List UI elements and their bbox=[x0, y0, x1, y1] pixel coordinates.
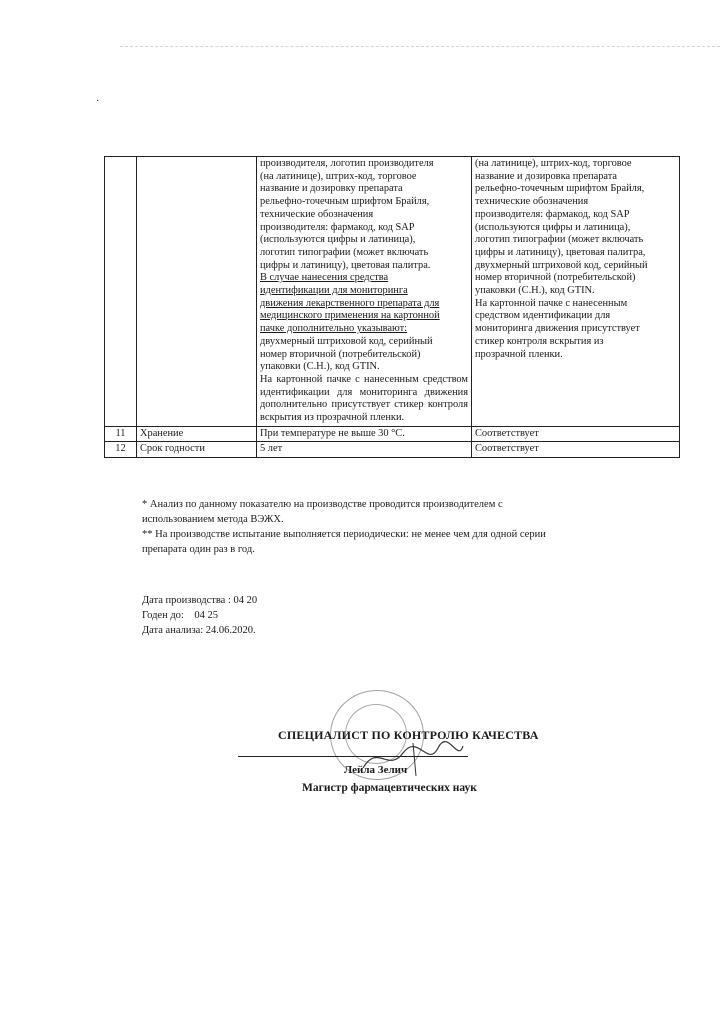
result-line: двухмерный штриховой код, серийный bbox=[475, 259, 648, 271]
analysis-date: Дата анализа: 24.06.2020. bbox=[142, 625, 256, 636]
signature-line bbox=[238, 756, 468, 757]
requirement-underlined-line: движения лекарственного препарата для bbox=[260, 297, 440, 309]
signer-degree: Магистр фармацевтических наук bbox=[302, 782, 477, 794]
dates-block bbox=[142, 593, 257, 638]
requirement-underlined-line: медицинского применения на картонной bbox=[260, 310, 440, 322]
parameter-name: Срок годности bbox=[137, 442, 257, 458]
requirement-line: производителя: фармакод, код SAP bbox=[260, 221, 415, 233]
expiry-date: Годен до: 04 25 bbox=[142, 610, 218, 621]
result-line: мониторинга движения присутствует bbox=[475, 323, 640, 335]
result-line: логотип типографии (может включать bbox=[475, 234, 644, 246]
requirement-underlined-line: В случае нанесения средства bbox=[260, 272, 389, 284]
result-line: (на латинице), штрих-код, торговое bbox=[475, 158, 632, 169]
row-number bbox=[105, 157, 137, 427]
table-row-continuation bbox=[105, 157, 680, 427]
requirement-line: цифры и латиницу), цветовая палитра. bbox=[260, 259, 431, 271]
requirement-line: номер вторичной (потребительской) bbox=[260, 348, 421, 360]
footnote-1-line-2: использованием метода ВЭЖХ. bbox=[142, 514, 284, 525]
requirement-line: логотип типографии (может включать bbox=[260, 246, 429, 258]
result-line: рельефно-точечным шрифтом Брайля, bbox=[475, 183, 645, 195]
result-cell bbox=[472, 157, 680, 427]
signer-name: Лейла Зелич bbox=[344, 764, 408, 776]
result-line: номер вторичной (потребительской) bbox=[475, 272, 636, 284]
result-cell: Соответствует bbox=[472, 426, 680, 442]
footnote-2-line-1: ** На производстве испытание выполняется периодически: не менее чем для одной серии bbox=[142, 529, 546, 540]
requirement-line: название и дозировку препарата bbox=[260, 183, 403, 195]
requirement-line: рельефно-точечным шрифтом Брайля, bbox=[260, 196, 430, 208]
requirement-underlined-line: идентификации для мониторинга bbox=[260, 285, 408, 297]
result-cell: Соответствует bbox=[472, 442, 680, 458]
requirement-cell: 5 лет bbox=[257, 442, 472, 458]
result-line: (используются цифры и латиница), bbox=[475, 221, 631, 233]
requirement-cell: При температуре не выше 30 °С. bbox=[257, 426, 472, 442]
specification-table bbox=[104, 156, 680, 458]
scan-top-edge bbox=[120, 46, 720, 47]
footnote-1-line-1: * Анализ по данному показателю на производстве проводится производителем с bbox=[142, 499, 503, 510]
result-line: название и дозировка препарата bbox=[475, 170, 618, 182]
requirement-sticker-text: На картонной пачке с нанесенным средством идентификации для мониторинга движения дополнительно присутствует стикер контроля вскрытия из прозрачной пленки. bbox=[260, 373, 468, 424]
requirement-line: двухмерный штриховой код, серийный bbox=[260, 335, 433, 347]
requirement-line: производителя, логотип производителя bbox=[260, 158, 434, 169]
result-line: средством идентификации для bbox=[475, 310, 611, 322]
scan-dot: · bbox=[96, 96, 100, 107]
production-date: Дата производства : 04 20 bbox=[142, 595, 258, 606]
requirement-underlined-line: пачке дополнительно указывают: bbox=[260, 323, 408, 335]
table-row bbox=[105, 426, 680, 442]
signature-block bbox=[238, 690, 558, 810]
row-number: 11 bbox=[105, 426, 137, 442]
result-line: упаковки (С.Н.), код GTIN. bbox=[475, 285, 595, 297]
requirement-line: технические обозначения bbox=[260, 208, 374, 220]
requirement-line: (на латинице), штрих-код, торговое bbox=[260, 170, 417, 182]
requirement-line: (используются цифры и латиница), bbox=[260, 234, 416, 246]
result-line: стикер контроля вскрытия из bbox=[475, 335, 604, 347]
result-line: цифры и латиницу), цветовая палитра, bbox=[475, 246, 646, 258]
result-line: На картонной пачке с нанесенным bbox=[475, 297, 628, 309]
footnote-2-line-2: препарата один раз в год. bbox=[142, 544, 255, 555]
requirement-cell bbox=[257, 157, 472, 427]
corner-mark bbox=[60, 63, 73, 79]
table-row bbox=[105, 442, 680, 458]
result-line: прозрачной пленки. bbox=[475, 348, 563, 360]
result-line: производителя: фармакод, код SAP bbox=[475, 208, 630, 220]
parameter-name: Хранение bbox=[137, 426, 257, 442]
requirement-line: упаковки (С.Н.), код GTIN. bbox=[260, 361, 380, 373]
result-line: технические обозначения bbox=[475, 196, 589, 208]
footnotes bbox=[142, 497, 682, 557]
row-number: 12 bbox=[105, 442, 137, 458]
signer-title: СПЕЦИАЛИСТ ПО КОНТРОЛЮ КАЧЕСТВА bbox=[278, 728, 539, 742]
parameter-name bbox=[137, 157, 257, 427]
